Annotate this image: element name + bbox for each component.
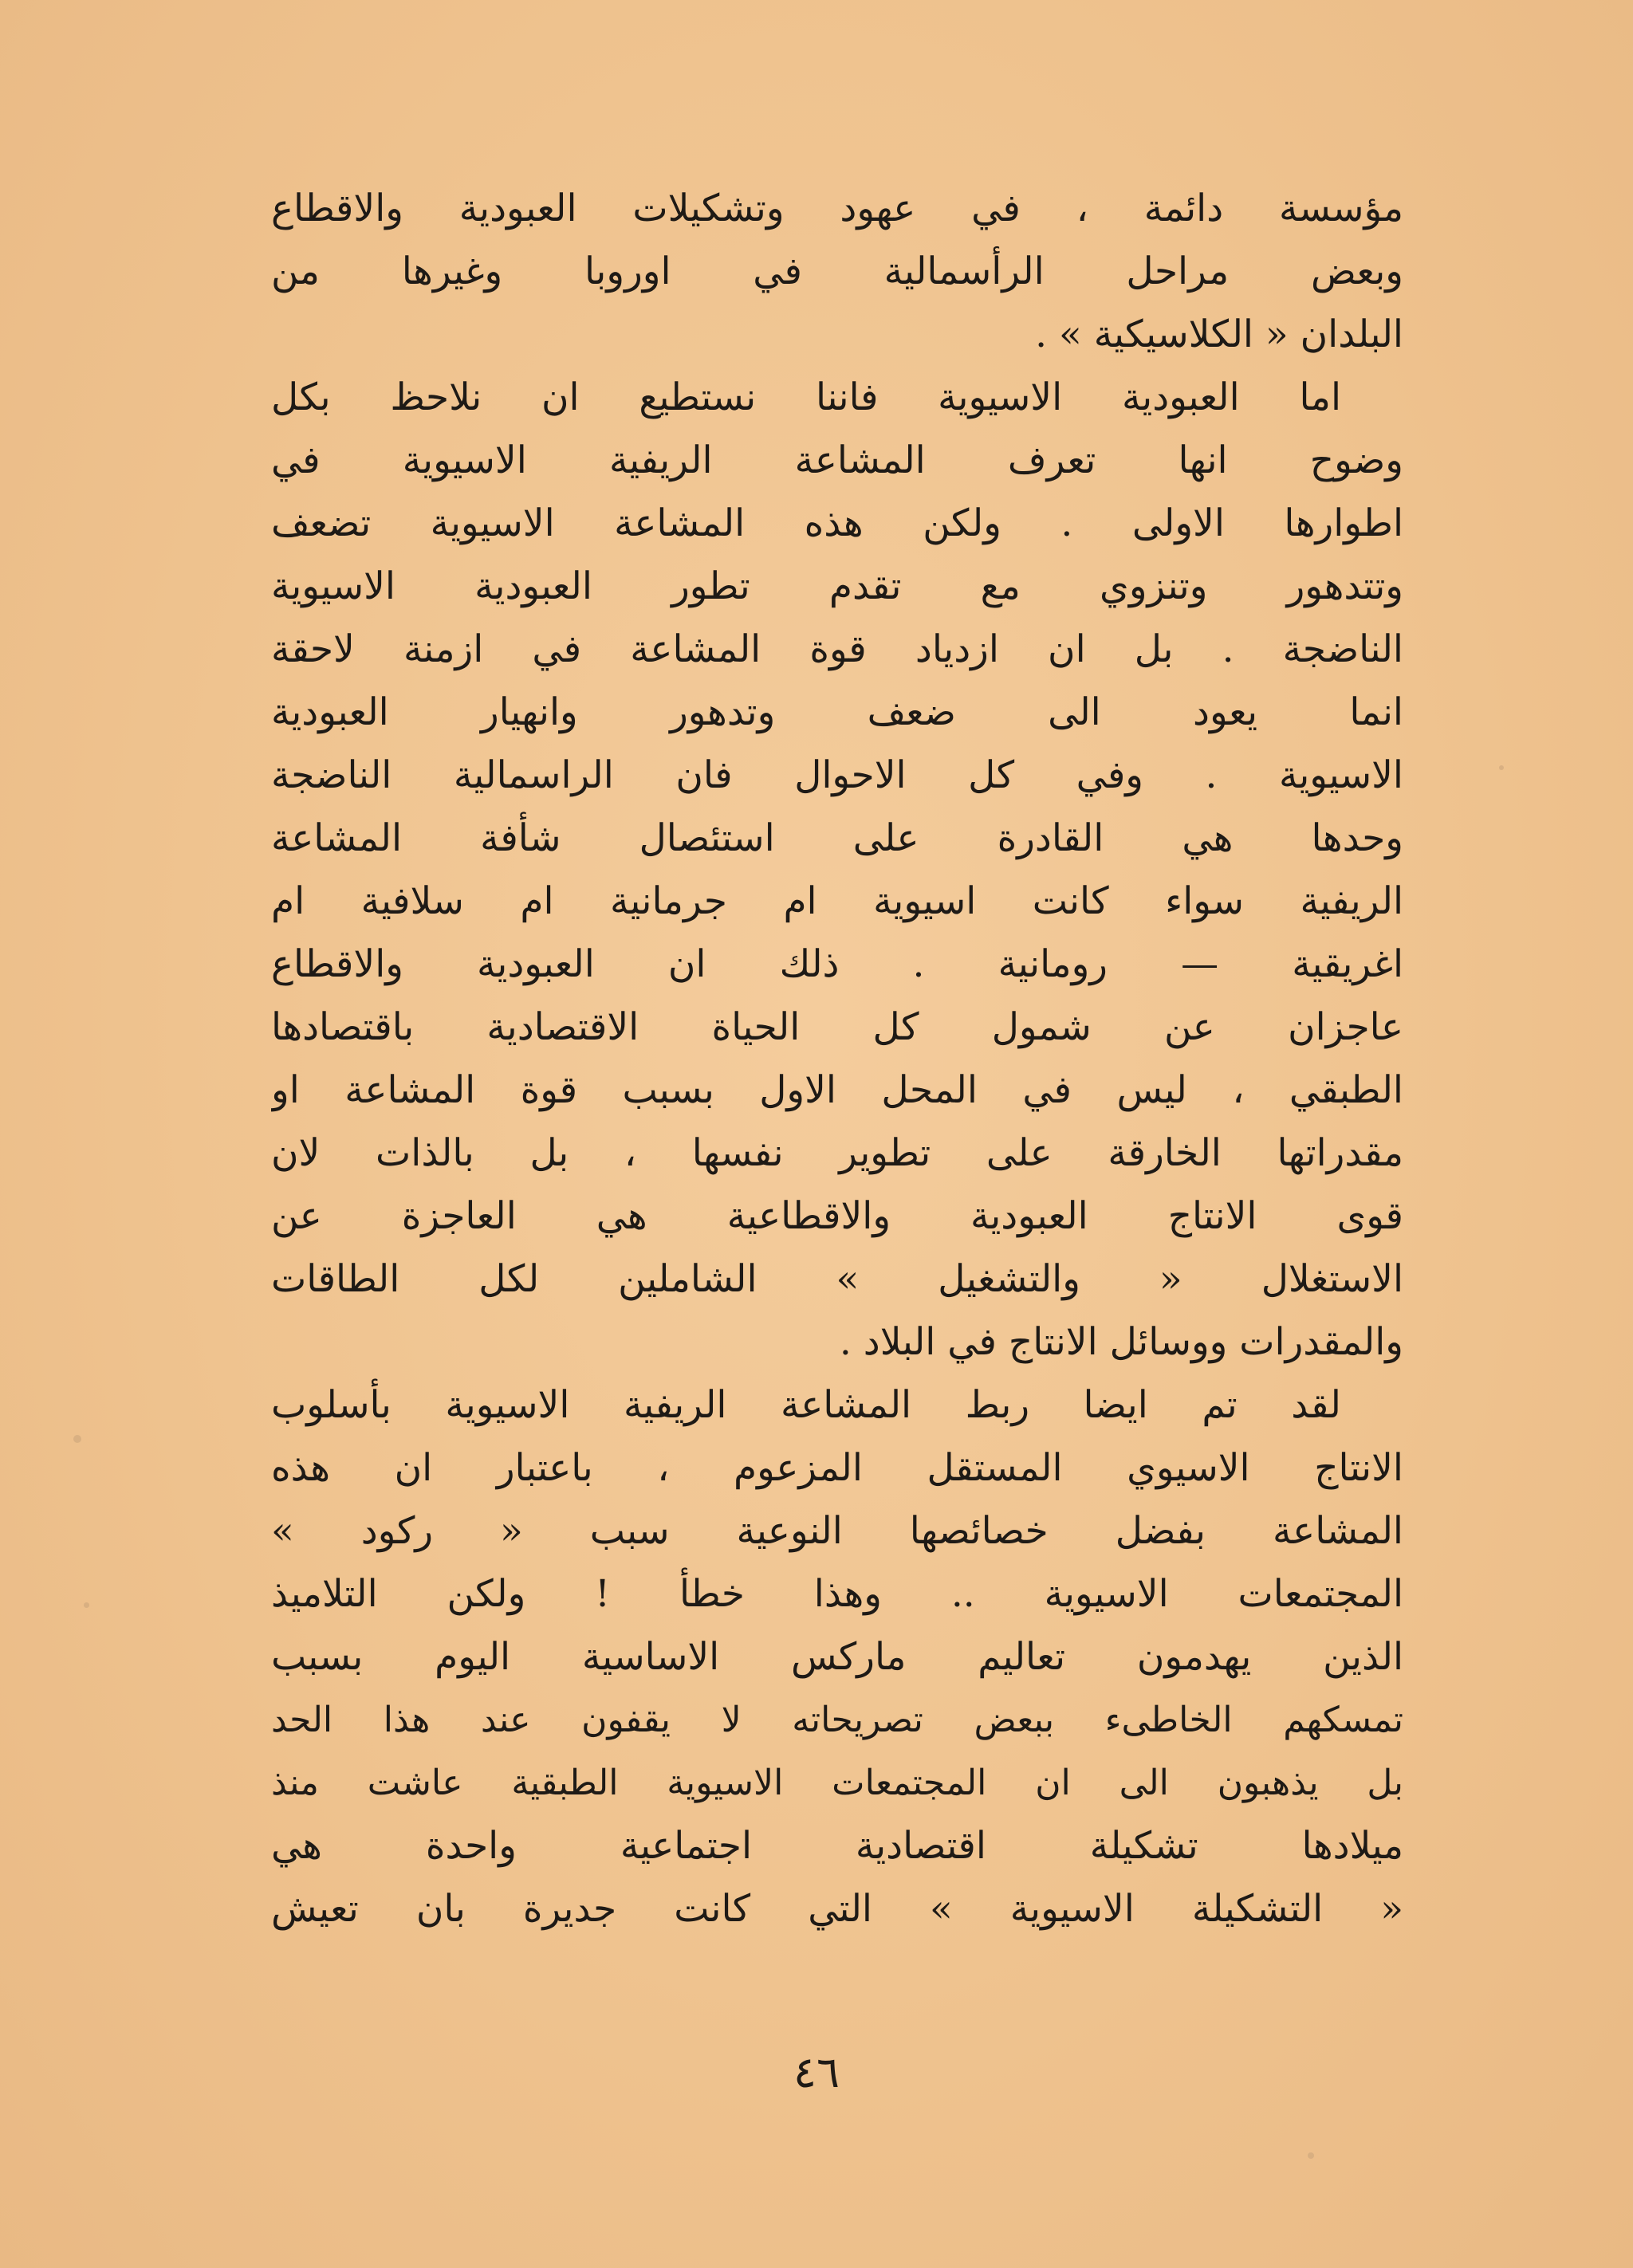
text-line: اغريقية — رومانية . ذلك ان العبودية والاقطاع	[271, 942, 1403, 986]
text-line: الاسيوية . وفي كل الاحوال فان الراسمالية الناضجة	[271, 753, 1403, 797]
page-number: ٤٦	[793, 2047, 840, 2097]
text-line: الطبقي ، ليس في المحل الاول بسبب قوة المشاعة او	[271, 1068, 1403, 1112]
text-line: بل يذهبون الى ان المجتمعات الاسيوية الطبقية عاشت منذ	[271, 1763, 1403, 1803]
text-line: الناضجة . بل ان ازدياد قوة المشاعة في ازمنة لاحقة	[271, 627, 1403, 671]
paper-speck	[73, 1435, 81, 1443]
text-line: الذين يهدمون تعاليم ماركس الاساسية اليوم بسبب	[271, 1635, 1403, 1679]
text-line: الانتاج الاسيوي المستقل المزعوم ، باعتبار ان هذه	[271, 1446, 1403, 1490]
text-line: عاجزان عن شمول كل الحياة الاقتصادية باقتصادها	[271, 1005, 1403, 1049]
text-line: المشاعة بفضل خصائصها النوعية سبب « ركود »	[271, 1509, 1403, 1553]
text-line: لقد تم ايضا ربط المشاعة الريفية الاسيوية بأسلوب	[271, 1383, 1341, 1427]
paper-speck	[1308, 2152, 1314, 2159]
paper-speck	[84, 1602, 89, 1608]
text-line: الريفية سواء كانت اسيوية ام جرمانية ام سلافية ام	[271, 879, 1403, 923]
text-line: الاستغلال « والتشغيل » الشاملين لكل الطاقات	[271, 1257, 1403, 1301]
text-line: وضوح انها تعرف المشاعة الريفية الاسيوية في	[271, 438, 1403, 482]
text-line: اما العبودية الاسيوية فاننا نستطيع ان نلاحظ بكل	[271, 375, 1341, 419]
text-line: والمقدرات ووسائل الانتاج في البلاد .	[839, 1320, 1403, 1364]
paper-speck	[1499, 765, 1504, 770]
text-line: مؤسسة دائمة ، في عهود وتشكيلات العبودية والاقطاع	[271, 187, 1403, 230]
text-line: اطوارها الاولى . ولكن هذه المشاعة الاسيوية تضعف	[271, 501, 1403, 545]
text-line: مقدراتها الخارقة على تطوير نفسها ، بل بالذات لان	[271, 1131, 1403, 1175]
body-text	[271, 177, 1403, 1940]
text-line: ميلادها تشكيلة اقتصادية اجتماعية واحدة هي	[271, 1824, 1403, 1868]
text-line: البلدان « الكلاسيكية » .	[1035, 312, 1403, 356]
text-line: انما يعود الى ضعف وتدهور وانهيار العبودية	[271, 690, 1403, 734]
text-line: « التشكيلة الاسيوية » التي كانت جديرة بان تعيش	[271, 1887, 1403, 1931]
text-line: وبعض مراحل الرأسمالية في اوروبا وغيرها من	[271, 250, 1403, 293]
text-line: تمسكهم الخاطىء ببعض تصريحاته لا يقفون عند هذا الحد	[271, 1700, 1403, 1740]
text-line: وحدها هي القادرة على استئصال شأفة المشاعة	[271, 816, 1403, 860]
text-line: وتتدهور وتنزوي مع تقدم تطور العبودية الاسيوية	[271, 564, 1403, 608]
text-line: المجتمعات الاسيوية .. وهذا خطأ ! ولكن التلاميذ	[271, 1572, 1403, 1616]
text-line: قوى الانتاج العبودية والاقطاعية هي العاجزة عن	[271, 1194, 1403, 1238]
